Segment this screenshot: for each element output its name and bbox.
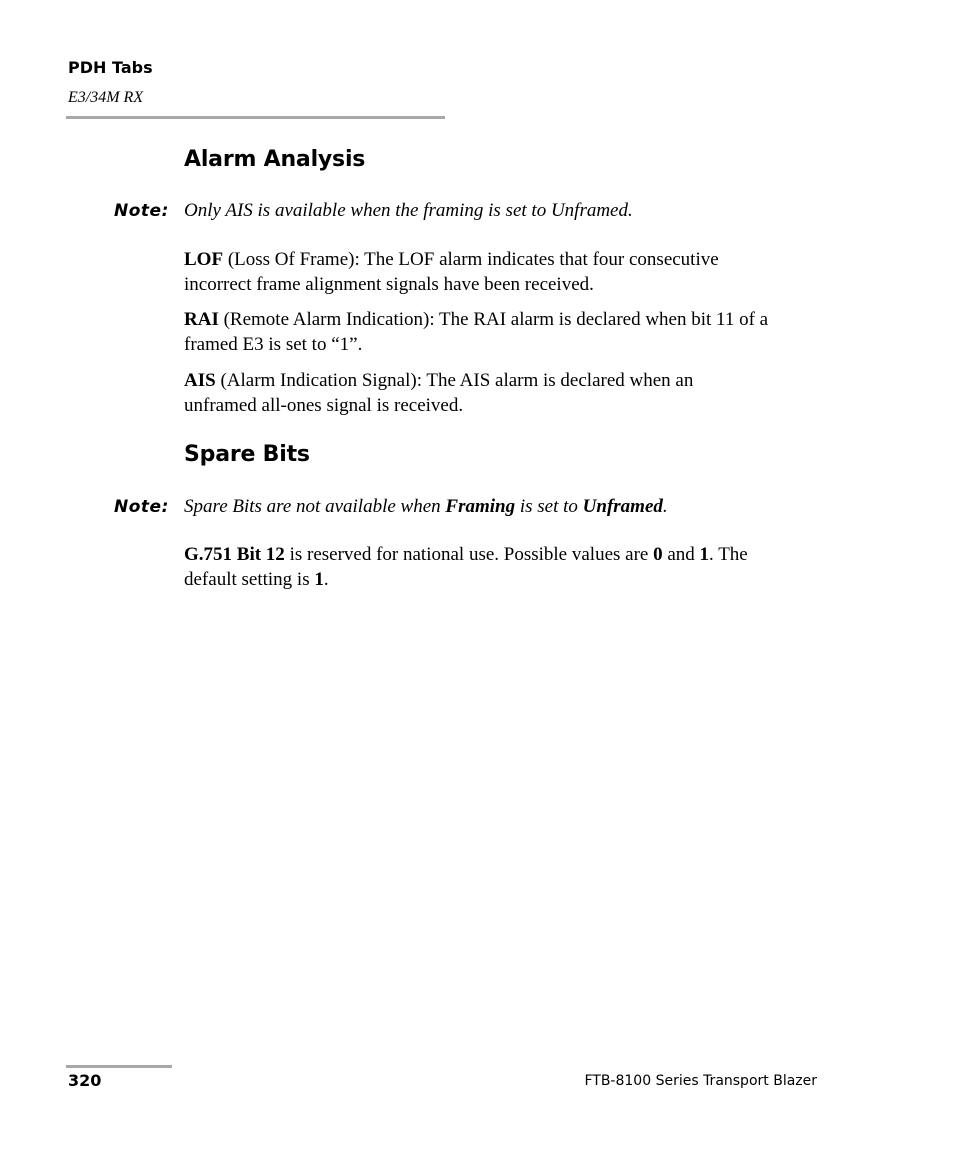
g751-text: is reserved for national use. Possible values are (284, 544, 654, 565)
note-text: Only AIS is available when the framing is set to Unframed. (184, 200, 633, 221)
footer-rule (66, 1065, 172, 1068)
note-unframed: Unframed (582, 496, 663, 517)
note-framing: Framing (445, 496, 516, 517)
lof-text: (Loss Of Frame): The LOF alarm indicates that four consecutive (223, 249, 719, 270)
g751-line-1 (184, 542, 834, 567)
lof-term: LOF (184, 249, 224, 270)
g751-text: default setting is (184, 569, 315, 590)
ais-paragraph (184, 368, 834, 418)
value-zero: 0 (653, 544, 663, 565)
lof-line-1 (184, 247, 834, 272)
page-number: 320 (68, 1071, 102, 1090)
note-text-part: . (662, 496, 668, 517)
alarm-analysis-heading: Alarm Analysis (184, 147, 366, 172)
product-name: FTB-8100 Series Transport Blazer (584, 1073, 817, 1089)
g751-line-2 (184, 567, 834, 592)
ais-text: (Alarm Indication Signal): The AIS alarm is declared when an (215, 370, 694, 391)
default-value: 1 (314, 569, 324, 590)
rai-line-1 (184, 307, 834, 332)
rai-text: (Remote Alarm Indication): The RAI alarm is declared when bit 11 of a (218, 309, 769, 330)
rai-term: RAI (184, 309, 219, 330)
rai-paragraph (184, 307, 834, 357)
g751-term: G.751 Bit 12 (184, 544, 285, 565)
ais-term: AIS (184, 370, 216, 391)
note-label: Note: (114, 201, 169, 221)
value-one: 1 (699, 544, 710, 565)
note-text-part: is set to (515, 496, 583, 517)
spare-bits-heading: Spare Bits (184, 442, 310, 467)
note-text-2 (184, 495, 668, 519)
g751-paragraph (184, 542, 834, 592)
note-text-part: Spare Bits are not available when (184, 496, 446, 517)
header-rule (66, 116, 445, 119)
rai-line-2: framed E3 is set to “1”. (184, 334, 363, 355)
subsection-title: E3/34M RX (68, 89, 144, 106)
lof-line-2: incorrect frame alignment signals have been received. (184, 274, 594, 295)
ais-line-2: unframed all-ones signal is received. (184, 395, 464, 416)
g751-text: . The (709, 544, 748, 565)
g751-text: . (323, 569, 329, 590)
g751-text: and (662, 544, 700, 565)
section-title: PDH Tabs (68, 58, 153, 77)
lof-paragraph (184, 247, 834, 297)
note-label-2: Note: (114, 497, 169, 517)
ais-line-1 (184, 368, 834, 393)
